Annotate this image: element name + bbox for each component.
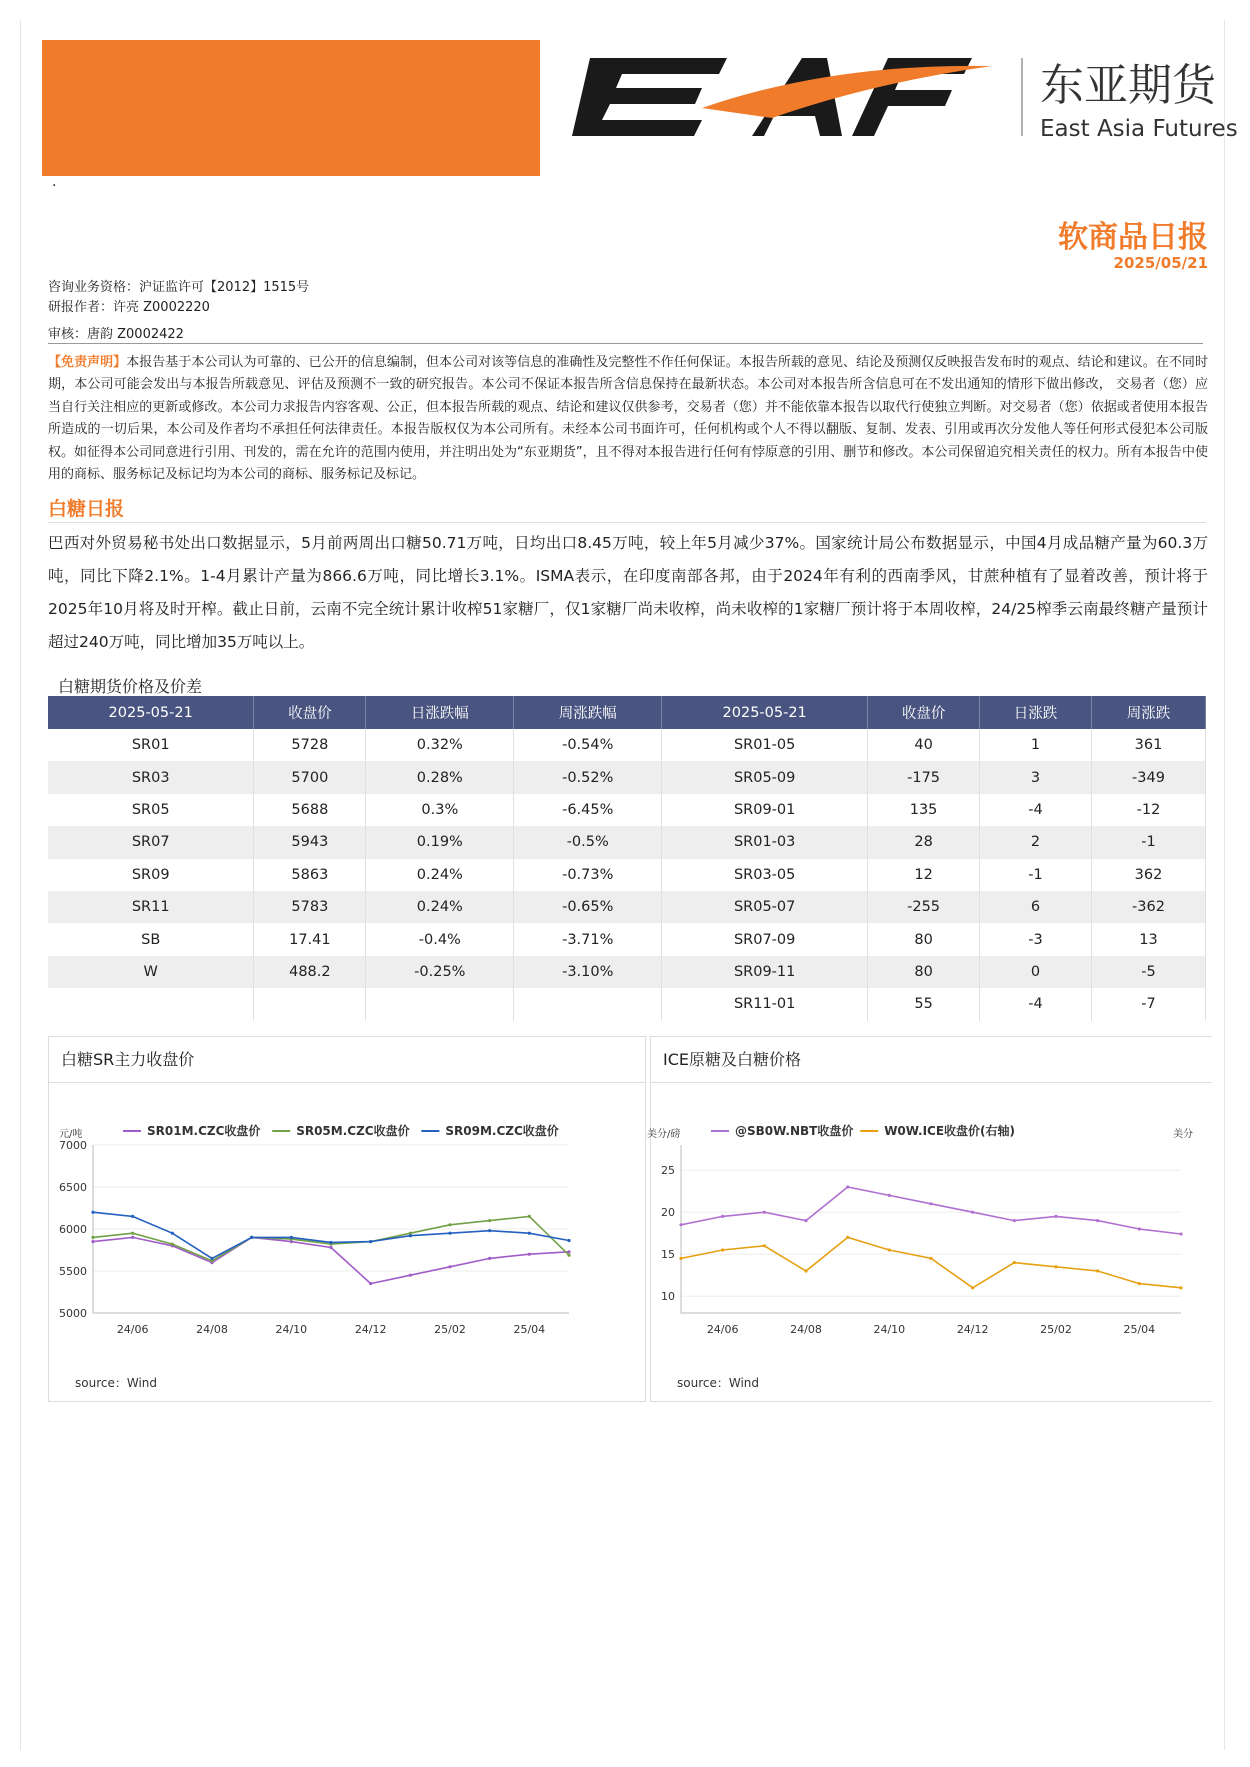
sr-price-chart <box>49 1083 645 1363</box>
table-cell: -0.73% <box>514 859 662 891</box>
header-banner <box>42 40 540 176</box>
table-cell: 80 <box>868 923 980 955</box>
data-point <box>488 1257 491 1260</box>
data-point <box>567 1254 570 1257</box>
x-tick-label: 25/04 <box>1123 1323 1156 1336</box>
data-point <box>131 1236 134 1239</box>
data-point <box>1138 1282 1141 1285</box>
x-tick-label: 24/08 <box>196 1323 228 1336</box>
table-cell: SR09 <box>48 859 254 891</box>
table-cell: SR03-05 <box>662 859 868 891</box>
table-cell: -6.45% <box>514 794 662 826</box>
table-cell: 5700 <box>254 761 366 793</box>
chart-source: source：Wind <box>677 1376 760 1390</box>
table-header-cell: 2025-05-21 <box>662 696 868 729</box>
table-header-cell: 周涨跌幅 <box>514 696 662 729</box>
table-cell: 362 <box>1092 859 1206 891</box>
table-cell: -12 <box>1092 794 1206 826</box>
y-tick-label: 6500 <box>59 1181 87 1194</box>
table-cell: -0.5% <box>514 826 662 858</box>
data-point <box>971 1211 974 1214</box>
table-cell: -5 <box>1092 956 1206 988</box>
table-row <box>48 794 1206 826</box>
x-tick-label: 25/04 <box>513 1323 546 1336</box>
data-point <box>528 1253 531 1256</box>
table-cell: SR01-05 <box>662 729 868 761</box>
table-cell: SR07 <box>48 826 254 858</box>
table-cell: 361 <box>1092 729 1206 761</box>
y-tick-label: 25 <box>661 1164 675 1178</box>
table-cell: 55 <box>868 988 980 1020</box>
data-point <box>763 1211 766 1214</box>
table-cell: -349 <box>1092 761 1206 793</box>
data-point <box>448 1232 451 1235</box>
table-cell: 5863 <box>254 859 366 891</box>
table-cell: -0.54% <box>514 729 662 761</box>
table-cell: SR11 <box>48 891 254 923</box>
data-point <box>1054 1215 1057 1218</box>
table-cell: 135 <box>868 794 980 826</box>
legend-label: W0W.ICE收盘价(右轴) <box>884 1124 1016 1138</box>
data-point <box>846 1185 849 1188</box>
table-cell: SR01 <box>48 729 254 761</box>
author-text: 研报作者：许亮 Z0002220 <box>48 300 210 315</box>
table-cell: -0.4% <box>366 923 514 955</box>
y-axis-label-right: 美分 <box>1173 1129 1193 1140</box>
data-point <box>171 1243 174 1246</box>
table-cell: 12 <box>868 859 980 891</box>
table-cell: 0.32% <box>366 729 514 761</box>
table-cell: -0.52% <box>514 761 662 793</box>
table-header-cell: 日涨跌 <box>980 696 1092 729</box>
data-point <box>329 1246 332 1249</box>
data-point <box>929 1257 932 1260</box>
x-tick-label: 24/10 <box>873 1323 906 1336</box>
x-tick-label: 24/08 <box>790 1323 822 1336</box>
header-dot: · <box>52 178 57 194</box>
data-point <box>721 1248 724 1251</box>
table-cell: W <box>48 956 254 988</box>
company-name-en: East Asia Futures <box>1040 116 1238 142</box>
table-row <box>48 859 1206 891</box>
table-cell: 0 <box>980 956 1092 988</box>
table-cell: -4 <box>980 794 1092 826</box>
legend-label: @SB0W.NBT收盘价 <box>735 1124 854 1138</box>
data-point <box>488 1229 491 1232</box>
table-cell: 3 <box>980 761 1092 793</box>
data-point <box>846 1236 849 1239</box>
data-point <box>679 1257 682 1260</box>
table-cell: 5783 <box>254 891 366 923</box>
series-line <box>681 1237 1181 1287</box>
disclaimer <box>48 352 1208 486</box>
data-point <box>369 1240 372 1243</box>
data-point <box>528 1215 531 1218</box>
table-cell: -175 <box>868 761 980 793</box>
table-row <box>48 729 1206 761</box>
table-row <box>48 891 1206 923</box>
table-header-cell: 收盘价 <box>868 696 980 729</box>
chart-source: source：Wind <box>75 1376 158 1390</box>
table-cell: -7 <box>1092 988 1206 1020</box>
table-cell: 0.24% <box>366 859 514 891</box>
data-point <box>567 1250 570 1253</box>
table-cell: -1 <box>1092 826 1206 858</box>
table-cell: 2 <box>980 826 1092 858</box>
table-cell: 5943 <box>254 826 366 858</box>
data-point <box>1096 1269 1099 1272</box>
y-tick-label: 5000 <box>59 1307 87 1320</box>
data-point <box>763 1244 766 1247</box>
table-row <box>48 923 1206 955</box>
table-cell <box>254 988 366 1020</box>
data-point <box>329 1241 332 1244</box>
table-cell: -3 <box>980 923 1092 955</box>
table-cell: -1 <box>980 859 1092 891</box>
data-point <box>888 1248 891 1251</box>
reviewer-text: 审核：唐韵 Z0002422 <box>48 327 184 342</box>
data-point <box>409 1274 412 1277</box>
data-point <box>91 1240 94 1243</box>
table-cell: -0.65% <box>514 891 662 923</box>
table-header-row <box>48 696 1206 729</box>
data-point <box>171 1232 174 1235</box>
y-tick-label: 7000 <box>59 1139 87 1152</box>
data-point <box>131 1232 134 1235</box>
data-point <box>1179 1232 1182 1235</box>
x-tick-label: 24/06 <box>706 1323 739 1336</box>
x-tick-label: 24/06 <box>116 1323 149 1336</box>
table-header-cell: 收盘价 <box>254 696 366 729</box>
table-cell: SR05 <box>48 794 254 826</box>
table-cell: 80 <box>868 956 980 988</box>
y-tick-label: 5500 <box>59 1265 87 1278</box>
report-date: 2025/05/21 <box>1113 254 1208 272</box>
table-cell: 0.3% <box>366 794 514 826</box>
data-point <box>1179 1286 1182 1289</box>
table-cell: -4 <box>980 988 1092 1020</box>
table-cell: SR05-07 <box>662 891 868 923</box>
table-cell: -3.71% <box>514 923 662 955</box>
data-point <box>488 1219 491 1222</box>
table-cell: SR11-01 <box>662 988 868 1020</box>
table-row <box>48 761 1206 793</box>
table-cell: 17.41 <box>254 923 366 955</box>
ice-price-chart <box>647 1083 1211 1363</box>
table-cell: 40 <box>868 729 980 761</box>
data-point <box>804 1219 807 1222</box>
table-cell: SR09-11 <box>662 956 868 988</box>
eaf-logo-mark <box>572 58 992 136</box>
section-title: 白糖日报 <box>48 498 125 520</box>
table-cell: 5688 <box>254 794 366 826</box>
data-point <box>250 1236 253 1239</box>
table-cell: SR05-09 <box>662 761 868 793</box>
y-tick-label: 20 <box>661 1206 675 1220</box>
table-row <box>48 956 1206 988</box>
table-cell: SR03 <box>48 761 254 793</box>
price-table <box>48 696 1206 1021</box>
data-point <box>679 1223 682 1226</box>
table-title: 白糖期货价格及价差 <box>58 677 203 696</box>
table-cell: 0.28% <box>366 761 514 793</box>
y-tick-label: 15 <box>661 1248 675 1262</box>
data-point <box>1013 1261 1016 1264</box>
table-cell: 0.19% <box>366 826 514 858</box>
data-point <box>210 1257 213 1260</box>
data-point <box>804 1269 807 1272</box>
x-tick-label: 24/12 <box>354 1323 387 1336</box>
section-rule <box>48 522 1206 523</box>
chart-panel-ice <box>647 1036 1212 1402</box>
data-point <box>369 1282 372 1285</box>
license-text: 咨询业务资格：沪证监许可【2012】1515号 <box>48 280 310 295</box>
table-cell: 5728 <box>254 729 366 761</box>
table-cell: SR01-03 <box>662 826 868 858</box>
table-cell: 488.2 <box>254 956 366 988</box>
data-point <box>929 1202 932 1205</box>
table-cell: 13 <box>1092 923 1206 955</box>
divider <box>48 343 1203 344</box>
table-header-cell: 周涨跌 <box>1092 696 1206 729</box>
data-point <box>971 1286 974 1289</box>
company-logo <box>552 58 1238 162</box>
table-header-cell: 日涨跌幅 <box>366 696 514 729</box>
series-line <box>93 1216 569 1261</box>
table-cell: SB <box>48 923 254 955</box>
data-point <box>528 1232 531 1235</box>
data-point <box>290 1236 293 1239</box>
table-cell: 1 <box>980 729 1092 761</box>
series-line <box>681 1187 1181 1234</box>
data-point <box>448 1223 451 1226</box>
table-cell: -3.10% <box>514 956 662 988</box>
table-cell: -362 <box>1092 891 1206 923</box>
table-cell <box>48 988 254 1020</box>
company-name-cn: 东亚期货 <box>1040 60 1216 111</box>
table-cell: -255 <box>868 891 980 923</box>
y-tick-label: 6000 <box>59 1223 87 1236</box>
chart-title: ICE原糖及白糖价格 <box>651 1037 1212 1083</box>
y-axis-label: 元/吨 <box>59 1129 83 1140</box>
data-point <box>1054 1265 1057 1268</box>
table-row <box>48 826 1206 858</box>
data-point <box>448 1265 451 1268</box>
data-point <box>91 1211 94 1214</box>
data-point <box>567 1239 570 1242</box>
legend-label: SR09M.CZC收盘价 <box>445 1124 559 1138</box>
x-tick-label: 24/12 <box>956 1323 989 1336</box>
x-tick-label: 24/10 <box>275 1323 308 1336</box>
data-point <box>1096 1219 1099 1222</box>
table-cell: SR09-01 <box>662 794 868 826</box>
data-point <box>1138 1227 1141 1230</box>
table-cell: 0.24% <box>366 891 514 923</box>
table-cell <box>514 988 662 1020</box>
table-cell: -0.25% <box>366 956 514 988</box>
data-point <box>721 1215 724 1218</box>
table-header-cell: 2025-05-21 <box>48 696 254 729</box>
x-tick-label: 25/02 <box>434 1323 466 1336</box>
x-tick-label: 25/02 <box>1040 1323 1072 1336</box>
data-point <box>409 1234 412 1237</box>
disclaimer-text: 本报告基于本公司认为可靠的、已公开的信息编制，但本公司对该等信息的准确性及完整性不作任何保证。本报告所载的意见、结论及预测仅反映报告发布时的观点、结论和建议。在不同时期，本公司可能会发出与本报告所载意见、评估及预测不一致的研究报告。本公司不保证本报告所含信息保持在最新状态。本公司对本报告所含信息可在不发出通知的情形下做出修改， 交易者（您）应当自行关注相应的更新或修改。本公司力求报告内容客观、公正，但本报告所载的观点、结论和建议仅供参考，交易者（您）并不能依靠本报告以取代行使独立判断。对交易者（您）依据或者使用本报告所造成的一切后果，本公司及作者均不承担任何法律责任。本报告版权仅为本公司所有。未经本公司书面许可，任何机构或个人不得以翻版、复制、发表、引用或再次分发他人等任何形式侵犯本公司版权。如征得本公司同意进行引用、刊发的，需在允许的范围内使用，并注明出处为“东亚期货”，且不得对本报告进行任何有悖原意的引用、删节和修改。本公司保留追究相关责任的权力。所有本报告中使用的商标、服务标记及标记均为本公司的商标、服务标记及标记。 <box>48 355 1208 483</box>
section-body: 巴西对外贸易秘书处出口数据显示，5月前两周出口糖50.71万吨，日均出口8.45万吨，较上年5月减少37%。国家统计局公布数据显示，中国4月成品糖产量为60.3万吨，同比下降2.1%。1-4月累计产量为866.6万吨，同比增长3.1%。ISMA表示，在印度南部各邦，由于2024年有利的西南季风，甘蔗种植有了显着改善，预计将于2025年10月将及时开榨。截止日前，云南不完全统计累计收榨51家糖厂，仅1家糖厂尚未收榨，尚未收榨的1家糖厂预计将于本周收榨，24/25榨季云南最终糖产量预计超过240万吨，同比增加35万吨以上。 <box>48 534 1208 651</box>
chart-panel-sr <box>48 1036 646 1402</box>
report-title: 软商品日报 <box>1058 220 1208 255</box>
data-point <box>888 1194 891 1197</box>
chart-title: 白糖SR主力收盘价 <box>49 1037 645 1083</box>
y-tick-label: 10 <box>661 1290 675 1304</box>
data-point <box>131 1215 134 1218</box>
table-cell <box>366 988 514 1020</box>
y-axis-label: 美分/磅 <box>647 1129 681 1140</box>
table-cell: 28 <box>868 826 980 858</box>
data-point <box>1013 1219 1016 1222</box>
table-cell: SR07-09 <box>662 923 868 955</box>
table-row <box>48 988 1206 1020</box>
legend-label: SR05M.CZC收盘价 <box>296 1124 410 1138</box>
table-cell: 6 <box>980 891 1092 923</box>
legend-label: SR01M.CZC收盘价 <box>147 1124 261 1138</box>
data-point <box>91 1236 94 1239</box>
disclaimer-tag: 【免责声明】 <box>48 355 127 370</box>
